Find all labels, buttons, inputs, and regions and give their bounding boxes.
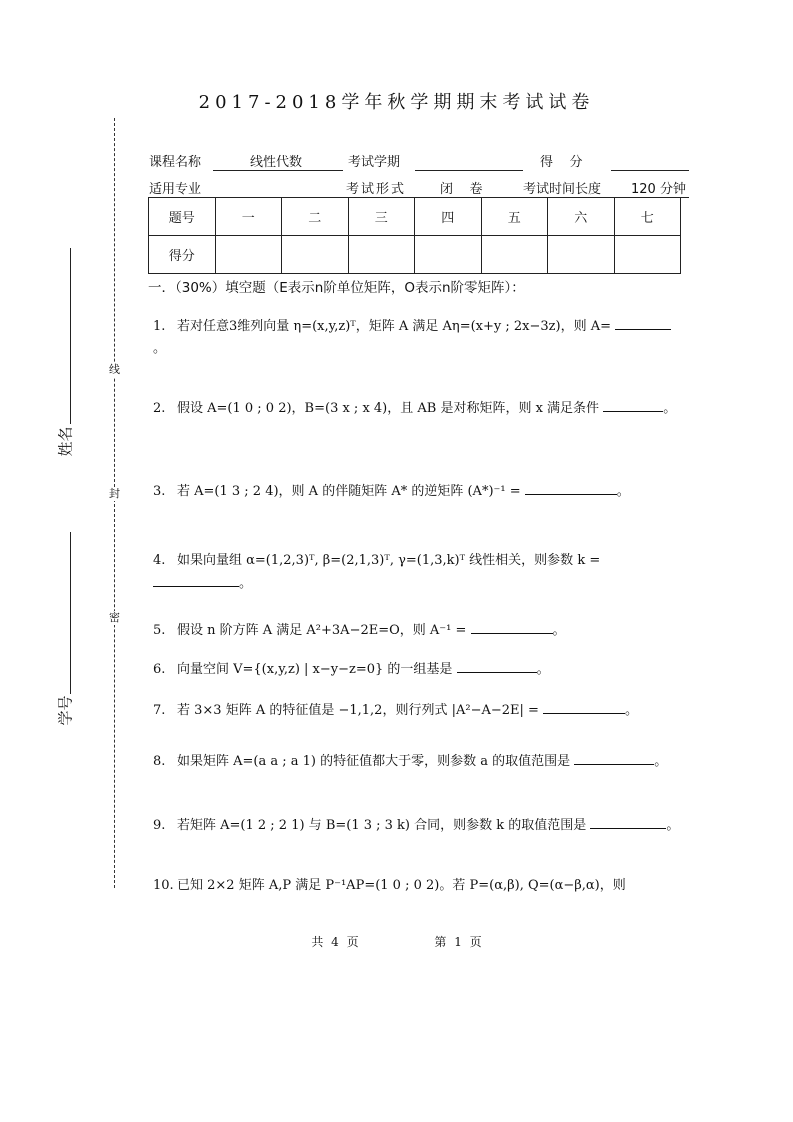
binding-char-line: 线: [109, 363, 120, 376]
exam-title: 2017-2018学年秋学期期末考试试卷: [198, 92, 595, 113]
question-number: 8.: [153, 754, 166, 769]
question-9: [153, 814, 683, 837]
score-input-cell[interactable]: [481, 236, 548, 274]
score-line[interactable]: [611, 170, 689, 171]
question-text: 如果矩阵 A=(a a ; a 1) 的特征值都大于零，则参数 a 的取值范围是: [177, 754, 571, 769]
table-cell: 一: [215, 198, 282, 236]
answer-blank[interactable]: [574, 750, 654, 765]
question-2: [153, 397, 683, 420]
score-input-cell[interactable]: [415, 236, 482, 274]
score-input-cell[interactable]: [282, 236, 349, 274]
question-text: 假设 A=(1 0 ; 0 2)，B=(3 x ; x 4)，且 AB 是对称矩阵，则 x 满足条件: [177, 401, 600, 416]
question-number: 5.: [153, 623, 166, 638]
question-6: [153, 658, 683, 681]
binding-char-secret: 密: [109, 611, 120, 624]
score-input-cell[interactable]: [348, 236, 415, 274]
name-write-line[interactable]: [70, 248, 71, 424]
table-cell: 四: [415, 198, 482, 236]
question-tail: 。: [239, 576, 253, 591]
section-heading: 一．（30%）填空题（E表示n阶单位矩阵，O表示n阶零矩阵）：: [148, 280, 525, 296]
score-table-header-row: [149, 198, 681, 236]
question-text: 向量空间 V={(x,y,z) | x−y−z=0} 的一组基是: [177, 662, 453, 677]
score-input-cell[interactable]: [215, 236, 282, 274]
score-label: 得 分: [540, 155, 583, 170]
binding-dashed-line: [114, 118, 115, 888]
answer-blank[interactable]: [590, 814, 666, 829]
question-number: 1.: [153, 319, 166, 334]
question-number: 3.: [153, 484, 166, 499]
binding-char-seal: 封: [109, 487, 120, 500]
answer-blank[interactable]: [457, 658, 537, 673]
exam-form-value: 闭 卷: [440, 182, 483, 197]
question-tail: 。: [663, 401, 677, 416]
question-text: 若 A=(1 3 ; 2 4)，则 A 的伴随矩阵 A* 的逆矩阵 (A*)⁻¹ =: [177, 484, 521, 499]
question-number: 2.: [153, 401, 166, 416]
student-id-write-line[interactable]: [70, 532, 71, 694]
question-8: [153, 750, 683, 773]
question-number: 10.: [153, 878, 174, 893]
question-tail: 。: [552, 623, 566, 638]
question-tail: 。: [616, 484, 630, 499]
answer-blank[interactable]: [615, 315, 671, 330]
term-label: 考试学期: [348, 155, 401, 170]
major-label: 适用专业: [149, 182, 202, 197]
question-number: 4.: [153, 553, 166, 568]
answer-blank[interactable]: [525, 480, 617, 495]
answer-blank[interactable]: [603, 397, 663, 412]
question-1: [153, 315, 683, 360]
question-text: 已知 2×2 矩阵 A,P 满足 P⁻¹AP=(1 0 ; 0 2)。若 P=(α,β), Q=(α−β,α)，则: [177, 878, 626, 893]
question-number: 9.: [153, 818, 166, 833]
table-cell: 七: [614, 198, 681, 236]
question-10: [153, 875, 683, 897]
question-tail: 。: [625, 703, 639, 718]
question-tail: 。: [666, 818, 680, 833]
score-input-cell[interactable]: [614, 236, 681, 274]
table-cell: 二: [282, 198, 349, 236]
table-cell: 五: [481, 198, 548, 236]
answer-blank[interactable]: [543, 699, 625, 714]
duration-value: 120 分钟: [631, 182, 686, 197]
page-footer: [0, 933, 793, 950]
question-text: 如果向量组 α=(1,2,3)ᵀ, β=(2,1,3)ᵀ, γ=(1,3,k)ᵀ 线性相关，则参数 k =: [177, 553, 601, 568]
student-id-label: 学号: [56, 695, 75, 726]
table-cell: 得分: [149, 236, 216, 274]
total-pages: 共 4 页: [311, 935, 359, 949]
question-text: 若矩阵 A=(1 2 ; 2 1) 与 B=(1 3 ; 3 k) 合同，则参数 k 的取值范围是: [177, 818, 587, 833]
name-label: 姓名: [56, 426, 75, 457]
exam-form-label: 考试形式: [346, 182, 407, 197]
course-line: [213, 170, 343, 171]
answer-blank[interactable]: [471, 619, 553, 634]
question-text: 假设 n 阶方阵 A 满足 A²+3A−2E=O，则 A⁻¹ =: [177, 623, 467, 638]
question-text: 若 3×3 矩阵 A 的特征值是 −1,1,2，则行列式 |A²−A−2E| =: [177, 703, 539, 718]
score-input-cell[interactable]: [548, 236, 615, 274]
question-number: 6.: [153, 662, 166, 677]
question-text: 若对任意3维列向量 η=(x,y,z)ᵀ，矩阵 A 满足 Aη=(x+y ; 2x−3z)，则 A=: [177, 319, 611, 334]
page-number: 第 1 页: [434, 935, 482, 949]
question-tail: 。: [654, 754, 668, 769]
question-number: 7.: [153, 703, 166, 718]
question-tail: 。: [536, 662, 550, 677]
score-table-score-row: [149, 236, 681, 274]
course-value: 线性代数: [250, 155, 303, 170]
term-line[interactable]: [415, 170, 523, 171]
question-5: [153, 619, 683, 642]
score-table: [148, 197, 681, 274]
question-7: [153, 699, 683, 722]
table-cell: 题号: [149, 198, 216, 236]
question-4: [153, 550, 683, 595]
duration-label: 考试时间长度: [523, 182, 602, 197]
question-tail: 。: [153, 341, 167, 356]
table-cell: 六: [548, 198, 615, 236]
course-label: 课程名称: [149, 155, 202, 170]
question-3: [153, 480, 683, 503]
answer-blank[interactable]: [153, 572, 239, 587]
table-cell: 三: [348, 198, 415, 236]
